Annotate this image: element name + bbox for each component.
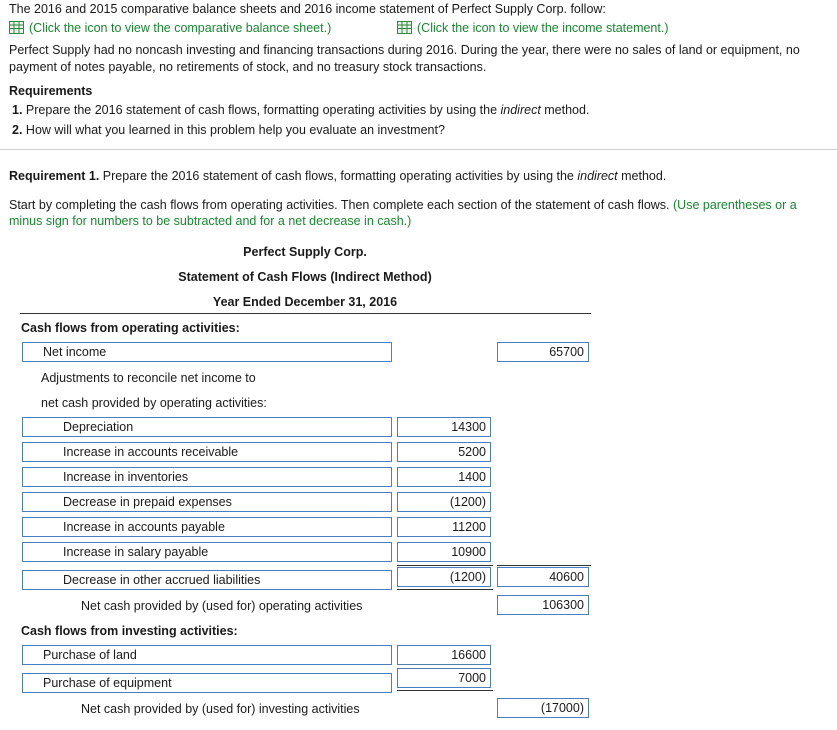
investing-amount-field[interactable]: 16600 — [397, 645, 491, 665]
investing-amount-field[interactable]: 7000 — [397, 668, 491, 688]
section-divider — [0, 149, 837, 150]
operating-heading: Cash flows from operating activities: — [21, 321, 240, 335]
adjustments-caption-line-1: Adjustments to reconcile net income to — [41, 371, 256, 385]
net-investing-label: Net cash provided by (used for) investing activities — [81, 702, 360, 716]
adjustments-total-field[interactable]: 40600 — [497, 567, 589, 587]
requirement-text: How will what you learned in this problem help you evaluate an investment? — [25, 123, 445, 137]
adjustment-label-field[interactable]: Increase in salary payable — [22, 542, 392, 562]
adjustments-caption-line-2: net cash provided by operating activities: — [41, 396, 267, 410]
requirement-1-text-end: method. — [617, 169, 667, 183]
intro-paragraph-line-1: Perfect Supply had no noncash investing and financing transactions during 2016. During the year, there were no sales of land or equipment, no — [9, 43, 800, 57]
investing-heading: Cash flows from investing activities: — [21, 624, 238, 638]
net-investing-amount-field[interactable]: (17000) — [497, 698, 589, 718]
adjustment-label-field[interactable]: Increase in inventories — [22, 467, 392, 487]
requirement-1-prompt — [9, 169, 666, 183]
instructions-line-1 — [9, 198, 797, 212]
requirement-1-label: Requirement 1. — [9, 169, 100, 183]
adjustment-label-field[interactable]: Increase in accounts payable — [22, 517, 392, 537]
intro-line: The 2016 and 2015 comparative balance sheets and 2016 income statement of Perfect Supply Corp. follow: — [9, 2, 606, 16]
adjustment-amount-field[interactable]: 5200 — [397, 442, 491, 462]
adjustment-label-field[interactable]: Decrease in other accrued liabilities — [22, 570, 392, 590]
investing-bottom-rule — [397, 690, 493, 691]
balance-sheet-link-text[interactable]: (Click the icon to view the comparative balance sheet.) — [29, 21, 332, 35]
adjustments-total-top-rule — [497, 565, 591, 566]
net-operating-amount-field[interactable]: 106300 — [497, 595, 589, 615]
investing-label-field[interactable]: Purchase of land — [22, 645, 392, 665]
net-operating-label: Net cash provided by (used for) operating activities — [81, 599, 363, 613]
adjustment-amount-field[interactable]: (1200) — [397, 492, 491, 512]
requirement-item-2 — [12, 123, 445, 137]
adjustment-amount-field[interactable]: 14300 — [397, 417, 491, 437]
adjustments-bottom-rule — [397, 589, 493, 590]
requirement-number: 2. — [12, 123, 23, 137]
spreadsheet-icon[interactable] — [397, 21, 412, 34]
requirements-heading: Requirements — [9, 84, 93, 98]
requirement-italic: indirect — [500, 103, 541, 117]
adjustments-top-rule — [397, 565, 493, 566]
statement-period: Year Ended December 31, 2016 — [212, 295, 398, 309]
instructions-hint-line-2: minus sign for numbers to be subtracted and for a net decrease in cash.) — [9, 214, 412, 228]
instructions-text: Start by completing the cash flows from operating activities. Then complete each section of the statement of cash flows. — [9, 198, 673, 212]
instructions-hint: (Use parentheses or a — [673, 198, 797, 212]
requirement-1-italic: indirect — [577, 169, 618, 183]
header-rule — [20, 313, 591, 314]
adjustment-amount-field[interactable]: (1200) — [397, 567, 491, 587]
requirement-1-text: Prepare the 2016 statement of cash flows, formatting operating activities by using the — [99, 169, 578, 183]
adjustment-amount-field[interactable]: 1400 — [397, 467, 491, 487]
adjustment-amount-field[interactable]: 11200 — [397, 517, 491, 537]
investing-label-field[interactable]: Purchase of equipment — [22, 673, 392, 693]
income-statement-link[interactable] — [397, 21, 669, 35]
requirement-number: 1. — [12, 103, 23, 117]
net-income-label-field[interactable]: Net income — [22, 342, 392, 362]
adjustment-label-field[interactable]: Increase in accounts receivable — [22, 442, 392, 462]
company-name: Perfect Supply Corp. — [243, 245, 367, 259]
intro-paragraph-line-2: payment of notes payable, no retirements of stock, and no treasury stock transactions. — [9, 60, 487, 74]
adjustment-label-field[interactable]: Decrease in prepaid expenses — [22, 492, 392, 512]
income-statement-link-text[interactable]: (Click the icon to view the income statement.) — [417, 21, 669, 35]
adjustment-label-field[interactable]: Depreciation — [22, 417, 392, 437]
requirement-item-1 — [12, 103, 589, 117]
requirement-text-end: method. — [540, 103, 590, 117]
statement-title: Statement of Cash Flows (Indirect Method) — [178, 270, 432, 284]
requirement-text: Prepare the 2016 statement of cash flows, formatting operating activities by using the — [25, 103, 501, 117]
spreadsheet-icon[interactable] — [9, 21, 24, 34]
balance-sheet-link[interactable] — [9, 21, 331, 35]
net-income-amount-field[interactable]: 65700 — [497, 342, 589, 362]
adjustment-amount-field[interactable]: 10900 — [397, 542, 491, 562]
